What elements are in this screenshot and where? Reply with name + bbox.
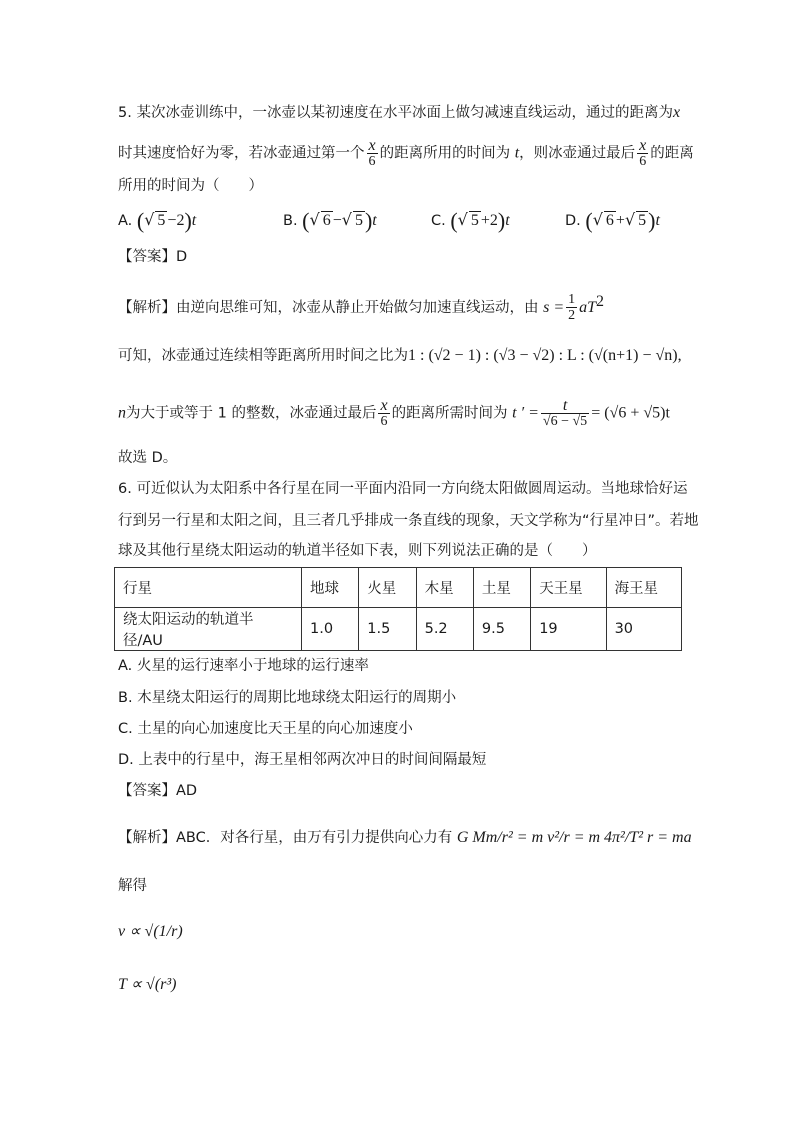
- q5-option-d: D. (√ 6 +√ 5)t: [565, 208, 660, 233]
- fraction-x-over-6: $\frac{x}{6}$: [639, 137, 647, 169]
- fraction-one-half: $\frac{1}{2}$: [568, 292, 576, 324]
- q6-answer: 【答案】AD: [118, 783, 198, 799]
- q5-stem-line-2: 时其速度恰好为零，若冰壶通过第一个 $\frac{x}{6}$ 的距离所用的时间为 t，则冰壶通过最后 $\frac{x}{6}$ 的距离: [118, 137, 694, 169]
- table-header-cell: 天王星: [531, 568, 606, 608]
- table-header-cell: 行星: [115, 568, 302, 608]
- fraction-x-over-6: $\frac{x}{6}$: [368, 137, 376, 169]
- q5-analysis-line-1: 【解析】由逆向思维可知，冰壶从静止开始做匀加速直线运动，由 s = $\frac{1}{2}$ $aT^2$: [118, 292, 605, 324]
- q6-option-b: B. 木星绕太阳运行的周期比地球绕太阳运行的周期小: [118, 690, 457, 706]
- table-cell: 1.0: [302, 608, 359, 651]
- planet-orbit-table: [114, 567, 682, 651]
- table-header-cell: 土星: [473, 568, 530, 608]
- fraction-t-prime: $\frac{t}{√6 - √5}$: [542, 397, 588, 429]
- table-header-cell: 海王星: [606, 568, 681, 608]
- table-cell: 9.5: [473, 608, 530, 651]
- fraction-x-over-6: $\frac{x}{6}$: [380, 397, 388, 429]
- table-cell: 30: [606, 608, 681, 651]
- q6-stem-line-2: 行到另一行星和太阳之间，且三者几乎排成一条直线的现象，天文学称为“行星冲日”。若地: [118, 513, 699, 529]
- table-cell: 19: [531, 608, 606, 651]
- gravitation-formula: G Mm/r² = m v²/r = m 4π²/T² r = ma: [456, 829, 692, 846]
- table-row: [115, 608, 682, 651]
- table-cell: 1.5: [359, 608, 416, 651]
- q5-stem-line-3: 所用的时间为（ ）: [118, 178, 263, 194]
- q5-stem-line-1: 5. 某次冰壶训练中，一冰壶以某初速度在水平冰面上做匀减速直线运动，通过的距离为x: [118, 104, 681, 121]
- q5-option-c: C. (√ 5 +2)t: [431, 208, 510, 233]
- q6-option-a: A. 火星的运行速率小于地球的运行速率: [118, 658, 369, 674]
- q5-answer: 【答案】D: [118, 249, 188, 265]
- q6-option-c: C. 土星的向心加速度比天王星的向心加速度小: [118, 721, 413, 737]
- q5-option-b: B. (√ 6 −√ 5)t: [283, 208, 377, 233]
- q5-conclusion: 故选 D。: [118, 450, 178, 466]
- table-row-label: 绕太阳运动的轨道半径/AU: [115, 608, 302, 651]
- table-header-cell: 木星: [416, 568, 473, 608]
- q6-option-d: D. 上表中的行星中，海王星相邻两次冲日的时间间隔最短: [118, 752, 487, 768]
- velocity-relation: v ∝ √(1/r): [118, 923, 183, 940]
- table-header-cell: 地球: [302, 568, 359, 608]
- q6-jiede: 解得: [118, 878, 147, 894]
- q5-option-a: A. (√ 5 −2)t: [118, 208, 197, 233]
- q6-analysis-line-1: 【解析】ABC．对各行星，由万有引力提供向心力有 G Mm/r² = m v²/r = m 4π²/T² r = ma: [118, 829, 692, 846]
- table-header-row: [115, 568, 682, 608]
- q6-stem-line-3: 球及其他行星绕太阳运动的轨道半径如下表，则下列说法正确的是（ ）: [118, 543, 597, 559]
- period-relation: T ∝ √(r³): [118, 976, 177, 993]
- q6-stem-line-1: 6. 可近似认为太阳系中各行星在同一平面内沿同一方向绕太阳做圆周运动。当地球恰好运: [118, 481, 688, 497]
- table-header-cell: 火星: [359, 568, 416, 608]
- q5-analysis-line-3: n为大于或等于 1 的整数，冰壶通过最后 $\frac{x}{6}$ 的距离所需时间为 t ′ = $\frac{t}{√6 - √5}$ = (√6 + √5)t: [118, 397, 670, 429]
- table-cell: 5.2: [416, 608, 473, 651]
- q5-analysis-line-2: 可知，冰壶通过连续相等距离所用时间之比为1 : (√2 − 1) : (√3 − √2) : L : (√(n+1) − √n),: [118, 347, 682, 364]
